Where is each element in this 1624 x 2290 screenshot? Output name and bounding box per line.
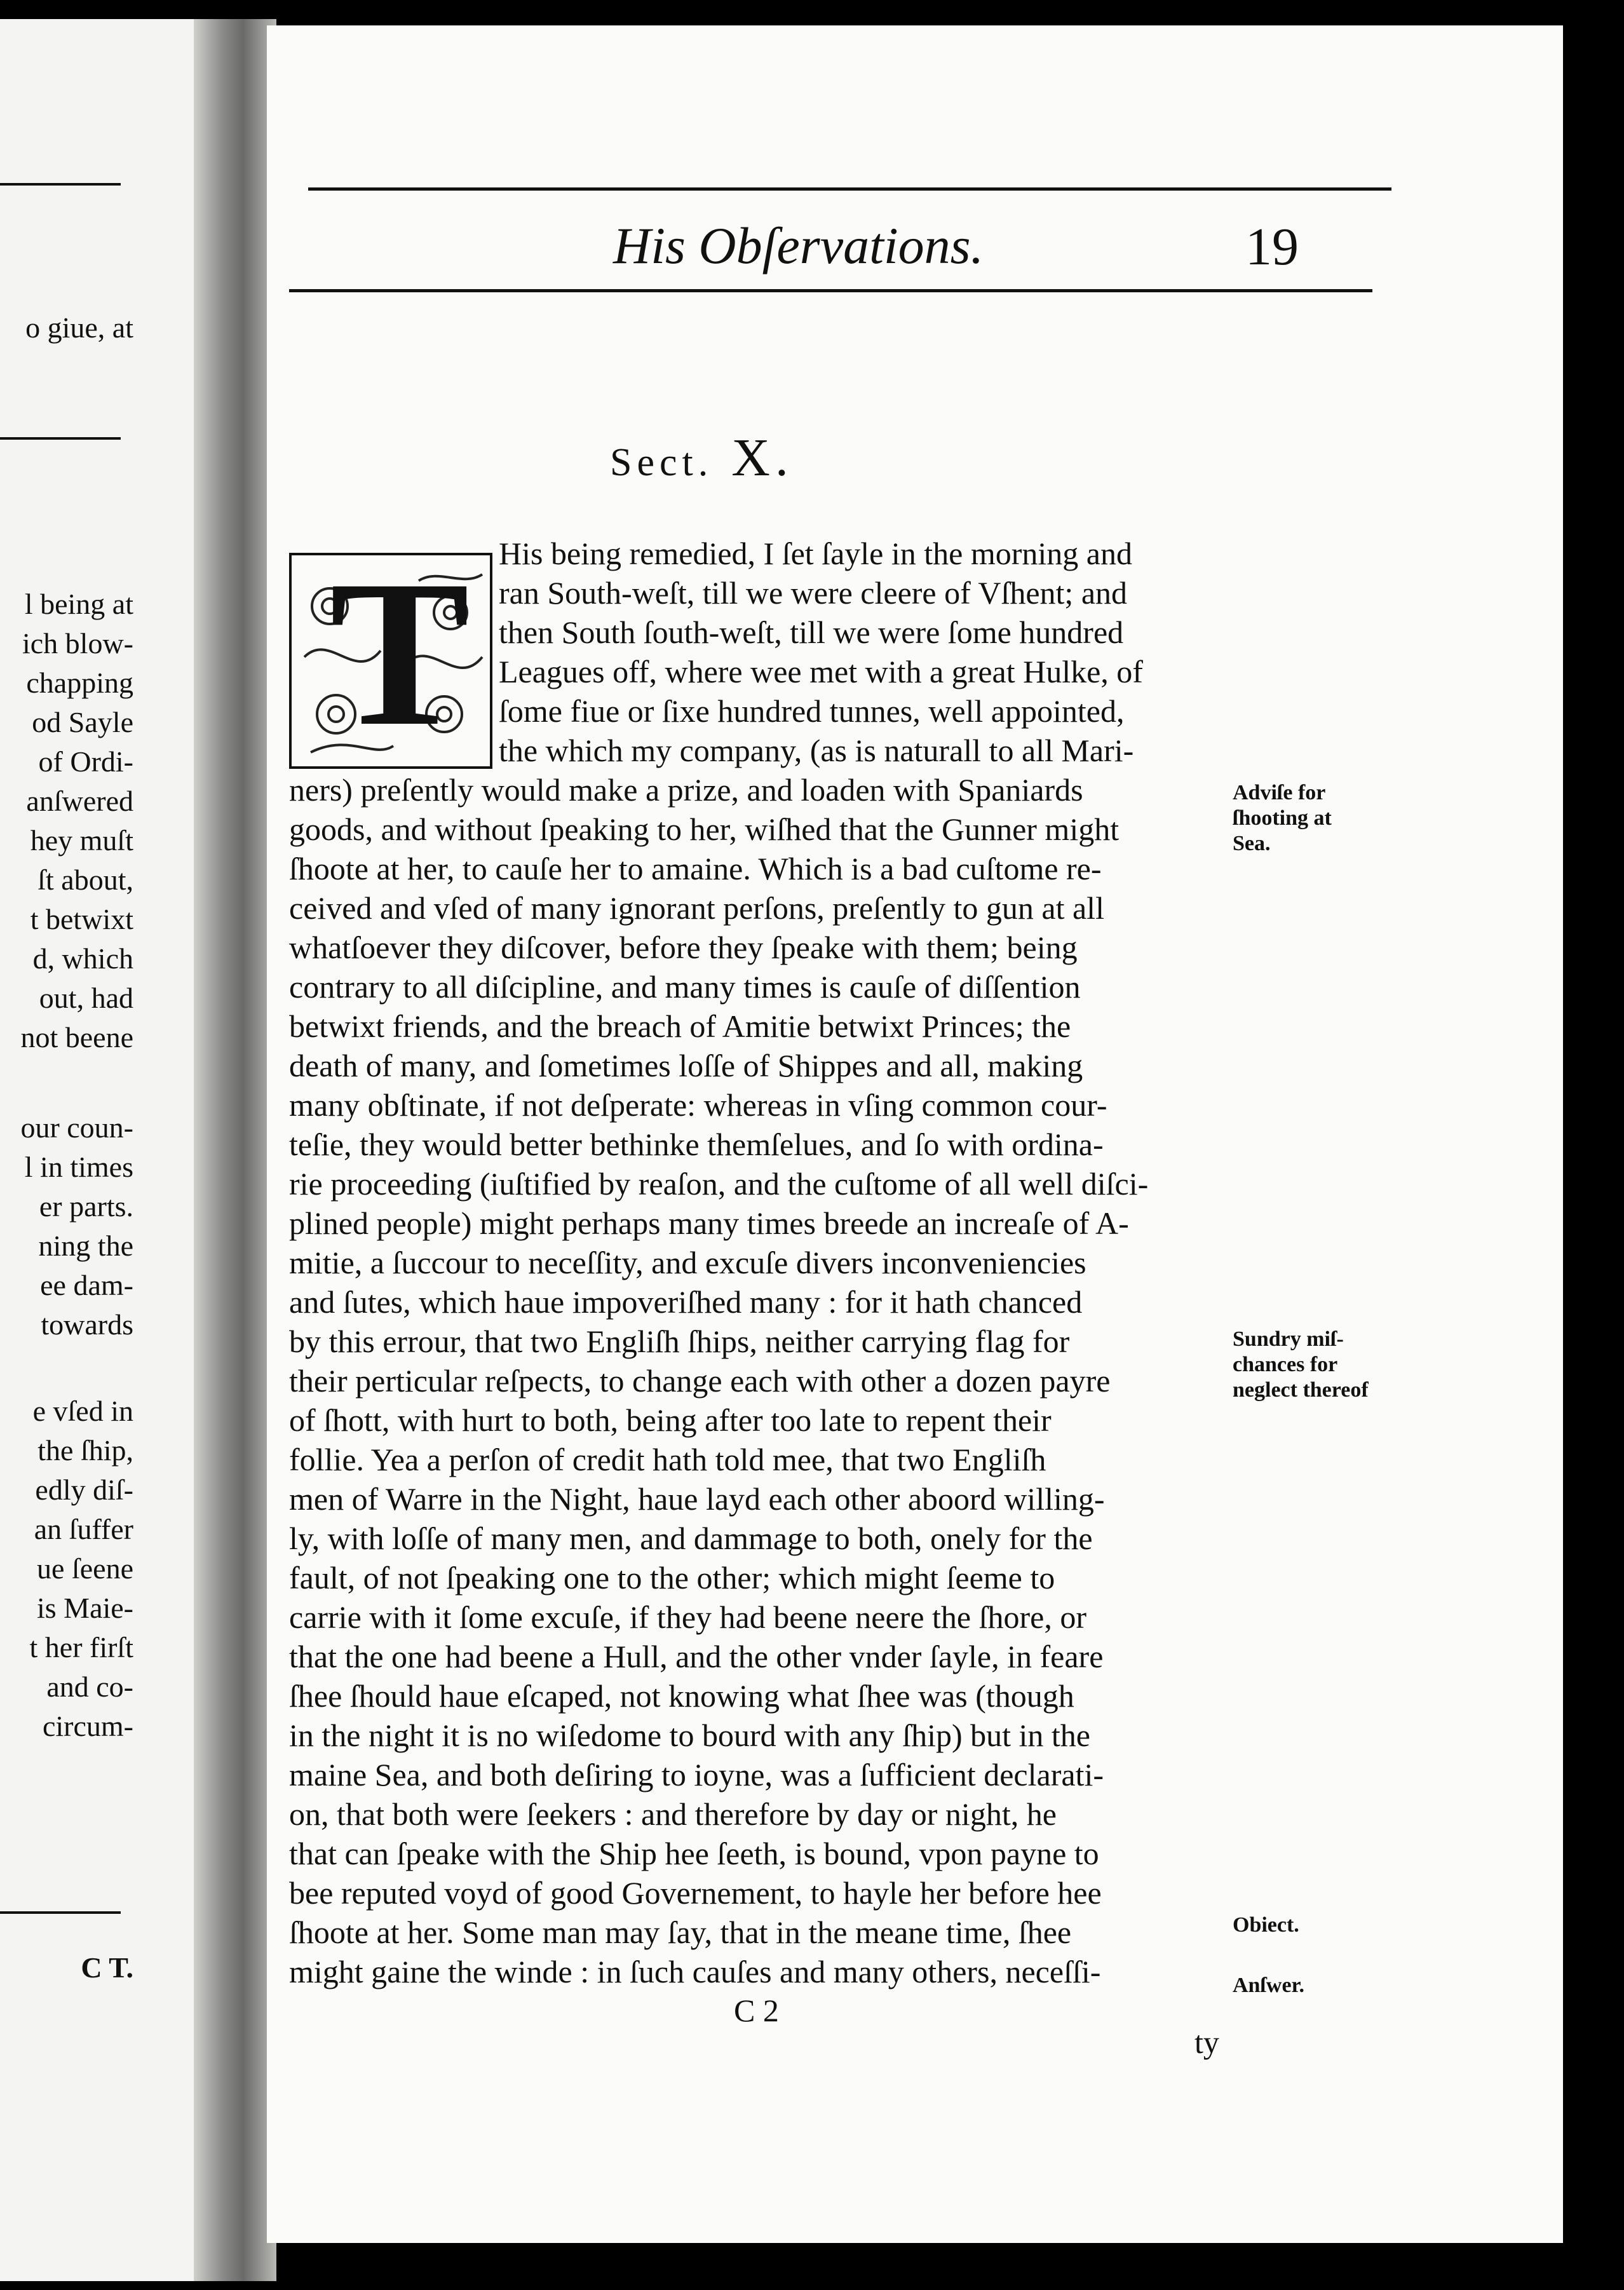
margin-note-line: Adviſe for — [1233, 781, 1326, 804]
facing-text-line: d, which — [32, 942, 133, 975]
facing-text-line: C T. — [81, 1951, 133, 1984]
facing-text-line: an ſuffer — [34, 1513, 133, 1545]
decorated-initial — [289, 538, 492, 769]
text-line: ceived and vſed of many ignorant perſons, preſently to gun at all — [289, 890, 1104, 926]
text-line: maine Sea, and both deſiring to ioyne, was a ſufficient declarati- — [289, 1757, 1104, 1792]
text-line: men of Warre in the Night, haue layd each other aboord willing- — [289, 1481, 1105, 1517]
facing-text-line: circum- — [42, 1710, 133, 1742]
text-line: ſhoote at her. Some man may ſay, that in the meane time, ſhee — [289, 1914, 1072, 1950]
facing-text-line: o giue, at — [25, 311, 133, 344]
text-line: carrie with it ſome excuſe, if they had beene neere the ſhore, or — [289, 1599, 1086, 1635]
text-line: many obſtinate, if not deſperate: whereas in vſing common cour- — [289, 1087, 1107, 1123]
text-line: that the one had beene a Hull, and the other vnder ſayle, in feare — [289, 1639, 1104, 1674]
facing-text-line: er parts. — [39, 1190, 133, 1223]
text-line: contrary to all diſcipline, and many times is cauſe of diſſention — [289, 969, 1081, 1005]
section-heading — [610, 427, 794, 489]
facing-page-rule — [0, 437, 121, 440]
margin-note-advise — [1233, 780, 1332, 857]
text-line: then South ſouth-weſt, till we were ſome hundred — [499, 614, 1124, 650]
text-line: fault, of not ſpeaking one to the other; which might ſeeme to — [289, 1560, 1055, 1596]
header-bottom-rule — [289, 289, 1372, 292]
text-line: in the night it is no wiſedome to bourd with any ſhip) but in the — [289, 1718, 1090, 1753]
text-line: might gaine the winde : in ſuch cauſes and many others, neceſſi- — [289, 1954, 1101, 1989]
facing-text-line: is Maie- — [36, 1592, 133, 1624]
drop-cap-letter: T — [330, 538, 470, 769]
facing-text-line: e vſed in — [32, 1395, 133, 1427]
text-line: whatſoever they diſcover, before they ſpeake with them; being — [289, 930, 1078, 965]
text-line: ſhee ſhould haue eſcaped, not knowing what ſhee was (though — [289, 1678, 1074, 1714]
facing-text-line: t betwixt — [30, 903, 133, 935]
signature-mark: C 2 — [734, 1993, 779, 2028]
facing-text-line: our coun- — [20, 1111, 133, 1144]
facing-text-line: l being at — [24, 588, 133, 620]
facing-text-line: ſt about, — [37, 864, 133, 896]
facing-page-fragment — [0, 19, 197, 2281]
text-line: their perticular reſpects, to change each with other a dozen payre — [289, 1363, 1111, 1399]
text-line: goods, and without ſpeaking to her, wiſhed that the Gunner might — [289, 811, 1120, 847]
text-line: Leagues off, where wee met with a great Hulke, of — [499, 654, 1143, 689]
facing-page-rule — [0, 1911, 121, 1914]
facing-text-line: t her firſt — [29, 1631, 133, 1663]
facing-text-line: out, had — [39, 982, 133, 1014]
text-line: bee reputed voyd of good Governement, to hayle her before hee — [289, 1875, 1102, 1911]
text-line: plined people) might perhaps many times breede an increaſe of A- — [289, 1205, 1129, 1241]
facing-text-line: ning the — [38, 1230, 133, 1262]
text-line: follie. Yea a perſon of credit hath told mee, that two Engliſh — [289, 1442, 1046, 1477]
margin-note-line: Anſwer. — [1233, 1974, 1305, 1997]
text-line: mitie, a ſuccour to neceſſity, and excuſe divers inconveniencies — [289, 1245, 1086, 1280]
facing-text-line: ich blow- — [22, 627, 133, 660]
facing-text-line: ee dam- — [40, 1269, 133, 1301]
text-line: betwixt friends, and the breach of Amitie betwixt Princes; the — [289, 1008, 1071, 1044]
text-line: by this errour, that two Engliſh ſhips, neither carrying flag for — [289, 1324, 1070, 1359]
header-top-rule — [308, 187, 1391, 191]
facing-text-line: not beene — [20, 1021, 133, 1054]
margin-note-line: chances for — [1233, 1353, 1338, 1376]
facing-text-line: and co- — [46, 1670, 133, 1703]
book-gutter — [194, 19, 276, 2281]
text-line: and ſutes, which haue impoveriſhed many : for it hath chanced — [289, 1284, 1083, 1320]
text-line: the which my company, (as is naturall to all Mari- — [499, 733, 1134, 768]
running-title: His Obſervations. — [613, 217, 984, 274]
margin-note-line: ſhooting at — [1233, 806, 1332, 830]
text-line: ly, with loſſe of many men, and dammage to both, onely for the — [289, 1521, 1093, 1556]
text-line: ſome fiue or ſixe hundred tunnes, well appointed, — [499, 693, 1125, 729]
facing-text-line: hey muſt — [30, 824, 133, 857]
catchword: ty — [1194, 2024, 1219, 2060]
margin-note-line: Sea. — [1233, 832, 1271, 855]
section-label: Sect. — [610, 441, 714, 484]
margin-note-mischances — [1233, 1327, 1369, 1403]
text-line: ran South-weſt, till we were cleere of Vſhent; and — [499, 575, 1128, 611]
facing-text-line: towards — [41, 1308, 133, 1341]
margin-note-object — [1233, 1913, 1299, 1938]
section-numeral: X. — [731, 428, 794, 487]
text-line: death of many, and ſometimes loſſe of Shippes and all, making — [289, 1048, 1083, 1083]
margin-note-answer — [1233, 1973, 1304, 1998]
margin-note-line: Sundry miſ- — [1233, 1327, 1344, 1351]
text-line: His being remedied, I ſet ſayle in the morning and — [499, 536, 1132, 571]
facing-text-line: od Sayle — [32, 706, 133, 738]
margin-note-line: Obiect. — [1233, 1913, 1299, 1937]
facing-text-line: edly diſ- — [35, 1474, 133, 1506]
facing-text-line: ue ſeene — [37, 1552, 133, 1585]
margin-note-line: neglect thereof — [1233, 1378, 1369, 1402]
facing-text-line: the ſhip, — [37, 1434, 133, 1467]
text-line: teſie, they would better bethinke themſelues, and ſo with ordina- — [289, 1127, 1104, 1162]
facing-text-line: l in times — [24, 1151, 133, 1183]
text-line: of ſhott, with hurt to both, being after too late to repent their — [289, 1402, 1052, 1438]
facing-text-line: anſwered — [26, 785, 133, 817]
text-line: ſhoote at her, to cauſe her to amaine. Which is a bad cuſtome re- — [289, 851, 1102, 886]
facing-text-line: chapping — [26, 667, 133, 699]
facing-text-line: of Ordi- — [38, 745, 133, 778]
facing-page-rule — [0, 183, 121, 186]
page-number: 19 — [1245, 217, 1299, 276]
text-line: ners) preſently would make a prize, and loaden with Spaniards — [289, 772, 1083, 808]
text-line: that can ſpeake with the Ship hee ſeeth, is bound, vpon payne to — [289, 1836, 1099, 1871]
text-line: on, that both were ſeekers : and therefore by day or night, he — [289, 1796, 1057, 1832]
text-line: rie proceeding (iuſtified by reaſon, and the cuſtome of all well diſci- — [289, 1166, 1149, 1202]
